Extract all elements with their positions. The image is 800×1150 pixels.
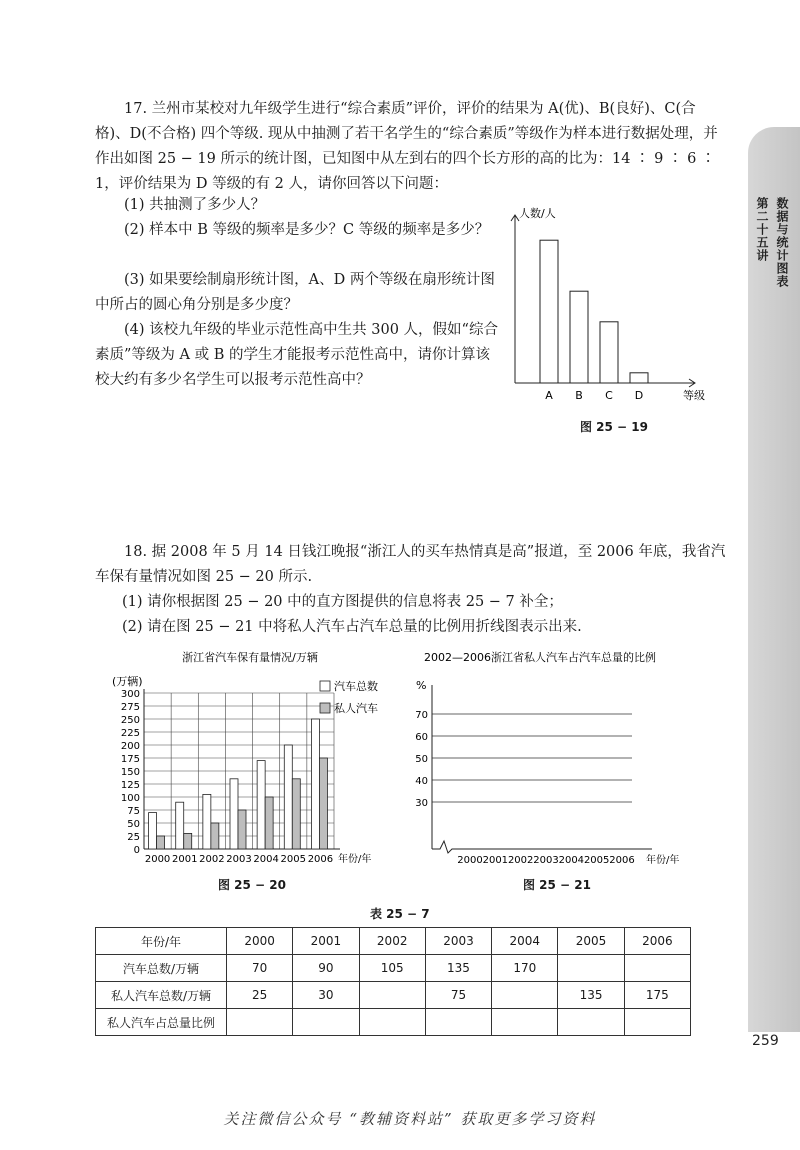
q17-sub4: (4) 该校九年级的毕业示范性高中生共 300 人，假如“综合素质”等级为 A 或 B 的学生才能报考示范性高中，请你计算该校大约有多少名学生可以报考示范性高中？ <box>95 322 498 388</box>
bar <box>265 797 273 849</box>
q17-sub1: (1) 共抽测了多少人？ <box>124 197 266 213</box>
bar <box>238 810 246 849</box>
chart-title: 浙江省汽车保有量情况/万辆 <box>182 651 318 664</box>
x-tick-label: 2000 <box>144 854 171 865</box>
table-row <box>96 955 691 982</box>
fig-25-21-chart <box>410 645 710 865</box>
bar <box>630 373 648 383</box>
table-caption: 表 25 − 7 <box>370 907 430 921</box>
x-tick-label: 2005 <box>280 854 307 865</box>
bar <box>230 779 238 849</box>
table-cell <box>359 982 425 1009</box>
legend-swatch <box>320 703 330 713</box>
y-axis-label: (万辆) <box>112 675 143 688</box>
bar <box>203 794 211 849</box>
bar <box>311 719 319 849</box>
table-cell: 70 <box>227 955 293 982</box>
y-tick-label: 25 <box>127 832 140 843</box>
bar <box>540 240 558 383</box>
table-header-cell: 2003 <box>425 928 491 955</box>
y-tick-label: 50 <box>415 754 428 765</box>
bar <box>292 779 300 849</box>
table-cell: 75 <box>425 982 491 1009</box>
q17-intro: 17. 兰州市某校对九年级学生进行“综合素质”评价，评价的结果为 A(优)、B(良好)、C(合格)、D(不合格) 四个等级. 现从中抽测了若干名学生的“综合素质”等级作为样本进行数据处理，并作出如图 25 − 19 所示的统计图，已知图中从左到右的四个长方形的高的比为：14 ∶ 9 ∶ 6 ∶ 1，评价结果为 D 等级的有 2 人，请你回答以下问题： <box>95 101 718 192</box>
x-axis-label: 年份/年 <box>646 855 680 865</box>
table-cell <box>359 1009 425 1036</box>
bar <box>257 761 265 849</box>
table-cell: 25 <box>227 982 293 1009</box>
table-cell: 175 <box>624 982 690 1009</box>
table-cell <box>492 982 558 1009</box>
table-row <box>96 1009 691 1036</box>
q17-sub3: (3) 如果要绘制扇形统计图，A、D 两个等级在扇形统计图中所占的圆心角分别是多少度？ <box>95 272 495 313</box>
bar <box>184 833 192 849</box>
y-tick-label: 0 <box>133 845 140 856</box>
legend-label: 私人汽车 <box>334 702 378 715</box>
table-cell: 私人汽车总数/万辆 <box>96 982 227 1009</box>
bar <box>284 745 292 849</box>
bar <box>149 813 157 849</box>
y-axis-label: 人数/人 <box>519 207 556 220</box>
x-axis <box>432 841 652 853</box>
table-cell <box>624 1009 690 1036</box>
x-tick-label: 2006 <box>609 855 635 865</box>
bar <box>319 758 327 849</box>
legend-swatch <box>320 681 330 691</box>
y-tick-label: 300 <box>120 689 140 700</box>
fig-25-19-chart <box>505 200 725 410</box>
table-row <box>96 982 691 1009</box>
bar <box>157 836 165 849</box>
x-tick-label: 2003 <box>533 855 559 865</box>
q18-intro: 18. 据 2008 年 5 月 14 日钱江晚报“浙江人的买车热情真是高”报道，至 2006 年底，我省汽车保有量情况如图 25 − 20 所示. <box>95 544 726 585</box>
table-cell: 汽车总数/万辆 <box>96 955 227 982</box>
x-axis-label: 年份/年 <box>338 854 372 865</box>
table-cell: 135 <box>558 982 624 1009</box>
table-cell: 170 <box>492 955 558 982</box>
table-cell <box>227 1009 293 1036</box>
bar <box>176 802 184 849</box>
page-number: 259 <box>752 1033 779 1049</box>
table-header-cell: 2005 <box>558 928 624 955</box>
x-tick-label: 2004 <box>558 855 585 865</box>
x-tick-label: 2001 <box>482 855 509 865</box>
table-cell: 90 <box>293 955 359 982</box>
y-tick-label: 200 <box>120 741 140 752</box>
y-axis-label: % <box>416 679 427 692</box>
y-tick-label: 70 <box>415 710 428 721</box>
bar <box>600 322 618 383</box>
fig-25-20-chart <box>110 645 390 865</box>
table-cell <box>425 1009 491 1036</box>
chart-title: 2002—2006浙江省私人汽车占汽车总量的比例 <box>424 651 656 664</box>
table-cell <box>492 1009 558 1036</box>
table-header-cell: 2004 <box>492 928 558 955</box>
y-tick-label: 275 <box>120 702 140 713</box>
x-tick-label: 2003 <box>226 854 252 865</box>
y-tick-label: 75 <box>127 806 140 817</box>
x-tick-label: C <box>605 389 613 402</box>
table-cell <box>293 1009 359 1036</box>
table-cell <box>624 955 690 982</box>
table-header-cell: 2002 <box>359 928 425 955</box>
topic-label: 数据与统计图表 <box>775 197 789 288</box>
table-cell <box>558 955 624 982</box>
table-header-cell: 2001 <box>293 928 359 955</box>
x-tick-label: 2006 <box>307 854 334 865</box>
table-header-cell: 年份/年 <box>96 928 227 955</box>
fig-25-19-caption: 图 25 − 19 <box>580 420 648 434</box>
table-cell: 30 <box>293 982 359 1009</box>
table-cell: 私人汽车占总量比例 <box>96 1009 227 1036</box>
y-tick-label: 50 <box>127 819 140 830</box>
y-tick-label: 250 <box>120 715 140 726</box>
x-tick-label: 2002 <box>507 855 534 865</box>
fig-25-21-caption: 图 25 − 21 <box>523 878 591 892</box>
table-header-cell: 2000 <box>227 928 293 955</box>
x-tick-label: B <box>575 389 583 402</box>
chapter-label: 第二十五讲 <box>755 197 769 262</box>
x-tick-label: 2001 <box>171 854 198 865</box>
bar <box>211 823 219 849</box>
y-tick-label: 125 <box>120 780 140 791</box>
y-tick-label: 40 <box>415 776 428 787</box>
table-cell <box>558 1009 624 1036</box>
y-tick-label: 150 <box>120 767 140 778</box>
footer-watermark: 关注微信公众号 “教辅资料站” 获取更多学习资料 <box>223 1110 597 1128</box>
x-tick-label: 2002 <box>199 854 225 865</box>
table-header-row <box>96 928 691 955</box>
legend-label: 汽车总数 <box>334 680 378 693</box>
x-tick-label: A <box>545 389 553 402</box>
x-tick-label: D <box>634 389 644 402</box>
table-cell: 105 <box>359 955 425 982</box>
chapter-side-tab <box>748 127 800 1032</box>
x-tick-label: 2005 <box>583 855 610 865</box>
q18-sub2: (2) 请在图 25 − 21 中将私人汽车占汽车总量的比例用折线图表示出来. <box>122 619 582 635</box>
q18-sub1: (1) 请你根据图 25 − 20 中的直方图提供的信息将表 25 − 7 补全； <box>122 594 563 610</box>
x-tick-label: 2004 <box>253 854 279 865</box>
y-tick-label: 225 <box>120 728 140 739</box>
y-tick-label: 60 <box>415 732 428 743</box>
x-axis-label: 等级 <box>683 389 705 402</box>
table-25-7 <box>95 927 691 1036</box>
y-tick-label: 100 <box>120 793 140 804</box>
q17-sub2: (2) 样本中 B 等级的频率是多少？C 等级的频率是多少？ <box>124 222 490 238</box>
table-cell: 135 <box>425 955 491 982</box>
y-tick-label: 175 <box>120 754 140 765</box>
y-tick-label: 30 <box>415 798 428 809</box>
fig-25-20-caption: 图 25 − 20 <box>218 878 286 892</box>
table-header-cell: 2006 <box>624 928 690 955</box>
bar <box>570 291 588 383</box>
x-tick-label: 2000 <box>457 855 483 865</box>
